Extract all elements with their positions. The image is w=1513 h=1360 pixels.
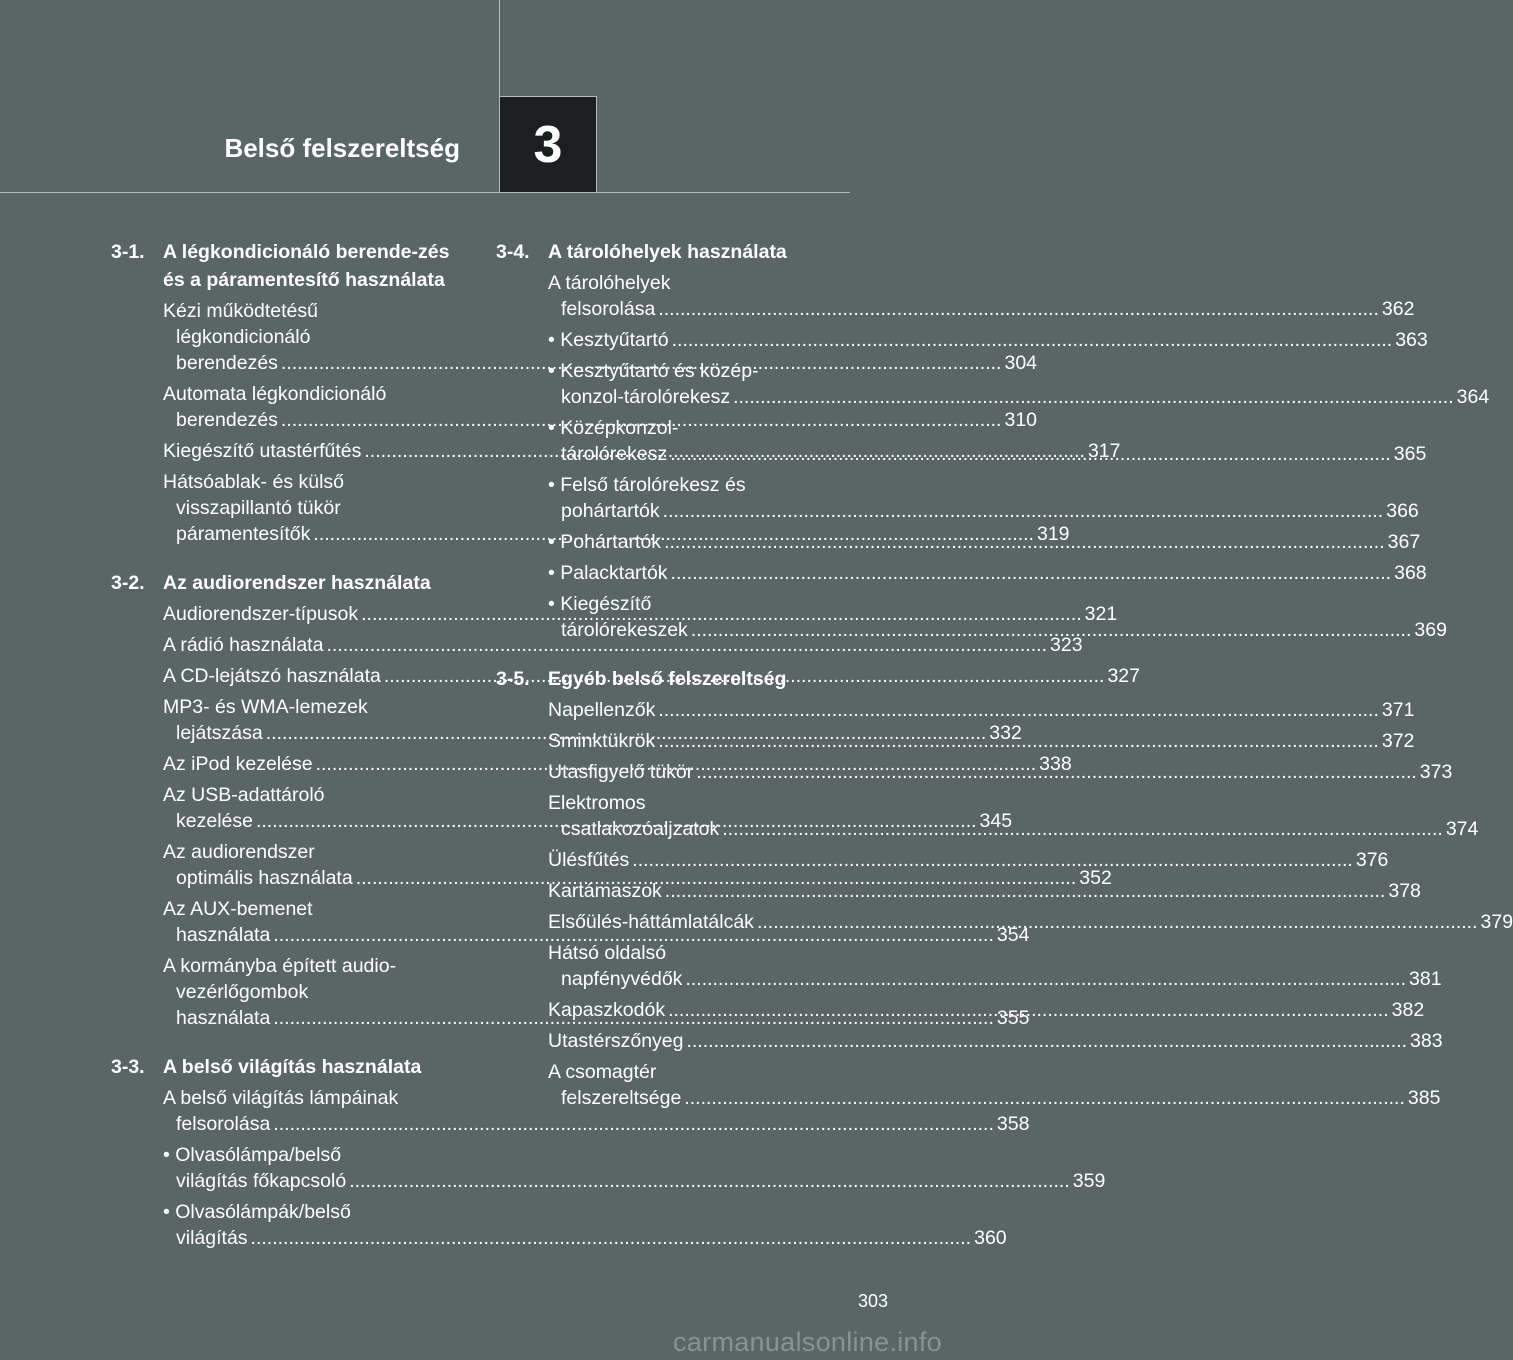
entry-page-number: 304 <box>1004 352 1038 374</box>
entry-text-line: Az audiorendszer <box>163 841 315 863</box>
chapter-title: Belső felszereltség <box>224 133 460 163</box>
entry-last-line <box>163 1111 1030 1137</box>
entry-text: Utastérszőnyeg <box>548 1030 684 1052</box>
toc-entry[interactable] <box>548 1028 1443 1054</box>
entry-page-number: 385 <box>1407 1087 1441 1109</box>
entry-text: páramentesítők <box>176 523 311 545</box>
entry-page-number: 378 <box>1388 880 1421 902</box>
entry-text: A CD-lejátszó használata <box>163 665 381 687</box>
entry-text-line: A kormányba épített audio- <box>163 955 397 977</box>
dot-leader <box>696 759 1417 785</box>
entry-last-line <box>548 1028 1443 1054</box>
entry-page-number: 376 <box>1355 849 1389 871</box>
entry-page-number: 362 <box>1381 298 1415 320</box>
entry-text-line: Kézi működtetésű <box>163 300 319 322</box>
entry-page-number: 367 <box>1387 531 1421 553</box>
watermark: carmanualsonline.info <box>673 1327 942 1357</box>
entry-text: lejátszása <box>176 722 263 744</box>
section-heading <box>111 238 461 294</box>
entry-page-number: 379 <box>1480 911 1513 933</box>
toc-entry[interactable] <box>163 1199 1007 1251</box>
entry-text: kezelése <box>176 810 253 832</box>
toc-entry[interactable] <box>163 1142 1106 1194</box>
entry-page-number: 364 <box>1456 386 1490 408</box>
entry-text: • Pohártartók <box>548 531 662 553</box>
header-horizontal-rule <box>0 192 850 193</box>
entry-page-number: 310 <box>1004 409 1038 431</box>
page-number: 303 <box>858 1291 889 1311</box>
entry-page-number: 317 <box>1087 440 1121 462</box>
toc-entry[interactable] <box>548 697 1415 723</box>
entry-page-number: 382 <box>1391 999 1425 1021</box>
entry-page-number: 319 <box>1036 523 1070 545</box>
entry-page-number: 373 <box>1419 761 1453 783</box>
entry-page-number: 381 <box>1409 968 1442 990</box>
dot-leader <box>349 1170 1070 1192</box>
dot-leader <box>665 878 1386 904</box>
entry-text: Kiegészítő utastérfűtés <box>163 440 362 462</box>
entry-page-number: 365 <box>1393 443 1427 465</box>
section-number: 3-3. <box>111 1056 145 1078</box>
entry-page-number: 363 <box>1395 329 1428 351</box>
dot-leader <box>251 1227 972 1249</box>
entry-text-line: Hátsóablak- és külső <box>163 471 345 493</box>
entry-page-number: 323 <box>1050 634 1083 656</box>
entry-text: optimális használata <box>176 867 353 889</box>
entry-page-number: 368 <box>1394 562 1427 584</box>
entry-text: berendezés <box>176 352 278 374</box>
entry-text: • Palacktartók <box>548 562 668 584</box>
dot-leader <box>685 968 1406 990</box>
entry-page-number: 372 <box>1381 730 1415 752</box>
dot-leader <box>664 529 1385 555</box>
dot-leader <box>663 500 1384 522</box>
entry-page-number: 354 <box>996 924 1030 946</box>
entry-text: világítás főkapcsoló <box>176 1170 347 1192</box>
entry-last-line <box>548 617 1447 643</box>
entry-page-number: 327 <box>1107 665 1140 687</box>
entry-page-number: 345 <box>979 810 1013 832</box>
entry-text: felsorolása <box>561 298 656 320</box>
entry-page-number: 360 <box>974 1227 1007 1249</box>
dot-leader <box>722 818 1443 840</box>
dot-leader <box>686 1028 1407 1054</box>
entry-page-number: 359 <box>1072 1170 1106 1192</box>
section-title: A tárolóhelyek használata <box>548 241 787 263</box>
section-heading <box>496 665 846 693</box>
entry-page-number: 358 <box>996 1113 1030 1135</box>
entry-last-line <box>548 847 1389 873</box>
entry-text: Utasfigyelő tükör <box>548 761 694 783</box>
section-title: A légkondicionáló berende-zés és a páramentesítő használata <box>163 241 450 291</box>
entry-page-number: 332 <box>989 722 1022 744</box>
entry-text: világítás <box>176 1227 248 1249</box>
entry-last-line <box>163 1225 1007 1251</box>
dot-leader <box>658 298 1379 320</box>
entry-page-number: 371 <box>1381 699 1415 721</box>
entry-text-line: vezérlőgombok <box>176 981 309 1003</box>
entry-page-number: 338 <box>1039 753 1072 775</box>
toc-entry[interactable] <box>548 472 1419 524</box>
entry-text: felsorolása <box>176 1113 271 1135</box>
entry-last-line <box>163 632 1083 658</box>
entry-text: Sminktükrök <box>548 730 656 752</box>
entry-text-line: Automata légkondicionáló <box>163 383 387 405</box>
dot-leader <box>733 386 1454 408</box>
entry-last-line <box>548 296 1415 322</box>
entry-text: tárolórekesz <box>561 443 668 465</box>
entry-text-line: Az AUX-bemenet <box>163 898 313 920</box>
entry-text: napfényvédők <box>561 968 683 990</box>
entry-page-number: 383 <box>1410 1030 1443 1052</box>
entry-text-line: • Kesztyűtartó és közép- <box>548 360 759 382</box>
dot-leader <box>632 847 1353 873</box>
entry-text: berendezés <box>176 409 278 431</box>
entry-text-line: • Kiegészítő <box>548 593 652 615</box>
entry-last-line <box>548 697 1415 723</box>
entry-last-line <box>548 1085 1441 1111</box>
entry-last-line <box>548 384 1490 410</box>
section-heading <box>111 569 461 597</box>
entry-text: használata <box>176 924 271 946</box>
dot-leader <box>691 619 1412 641</box>
entry-text: Kartámaszok <box>548 880 662 902</box>
dot-leader <box>684 1087 1405 1109</box>
entry-last-line <box>548 560 1427 586</box>
entry-text: Elsőülés-háttámlatálcák <box>548 911 754 933</box>
section-number: 3-2. <box>111 572 145 594</box>
entry-text-line: • Középkonzol- <box>548 417 679 439</box>
entry-page-number: 321 <box>1084 603 1118 625</box>
entry-last-line <box>548 498 1419 524</box>
section-number: 3-1. <box>111 241 145 263</box>
section-title: Egyéb belső felszereltség <box>548 668 787 690</box>
entry-text: A rádió használata <box>163 634 324 656</box>
entry-text-line: A belső világítás lámpáinak <box>163 1087 399 1109</box>
dot-leader <box>668 997 1389 1023</box>
entry-text-line: • Olvasólámpa/belső <box>163 1144 342 1166</box>
dot-leader <box>757 909 1478 935</box>
entry-text-line: Az USB-adattároló <box>163 784 325 806</box>
section-title: Az audiorendszer használata <box>163 572 431 594</box>
toc-entry[interactable] <box>548 327 1428 353</box>
entry-text: tárolórekeszek <box>561 619 688 641</box>
toc-entry[interactable] <box>548 560 1427 586</box>
entry-text-line: visszapillantó tükör <box>176 497 341 519</box>
entry-text: felszereltsége <box>561 1087 682 1109</box>
toc-entry[interactable] <box>163 632 1083 658</box>
entry-text-line: A tárolóhelyek <box>548 272 671 294</box>
entry-text: csatlakozóaljzatok <box>561 818 720 840</box>
section-heading <box>111 1053 461 1081</box>
entry-text-line: Elektromos <box>548 792 646 814</box>
toc-entry[interactable] <box>548 1059 1441 1111</box>
entry-last-line <box>548 327 1428 353</box>
dot-leader <box>670 443 1391 465</box>
entry-text-line: légkondicionáló <box>176 326 311 348</box>
section-title: A belső világítás használata <box>163 1056 422 1078</box>
entry-text: konzol-tárolórekesz <box>561 386 731 408</box>
entry-text-line: • Olvasólámpák/belső <box>163 1201 351 1223</box>
dot-leader <box>658 697 1379 723</box>
toc-entry[interactable] <box>548 270 1415 322</box>
entry-last-line <box>548 966 1442 992</box>
section-number: 3-5. <box>496 668 530 690</box>
entry-text: Az iPod kezelése <box>163 753 313 775</box>
entry-text: Kapaszkodók <box>548 999 666 1021</box>
entry-text-line: • Felső tárolórekesz és <box>548 474 746 496</box>
dot-leader <box>672 327 1393 353</box>
toc-entry[interactable] <box>548 847 1389 873</box>
section-number: 3-4. <box>496 241 530 263</box>
entry-text: Ülésfűtés <box>548 849 630 871</box>
entry-page-number: 366 <box>1386 500 1419 522</box>
toc-entry[interactable] <box>548 940 1442 992</box>
chapter-number-tab: 3 <box>499 96 597 193</box>
entry-page-number: 369 <box>1414 619 1447 641</box>
entry-page-number: 355 <box>996 1007 1030 1029</box>
dot-leader <box>658 728 1379 754</box>
entry-text-line: Hátsó oldalsó <box>548 942 667 964</box>
entry-page-number: 352 <box>1079 867 1112 889</box>
entry-text: használata <box>176 1007 271 1029</box>
entry-text: • Kesztyűtartó <box>548 329 669 351</box>
entry-text-line: A csomagtér <box>548 1061 657 1083</box>
entry-page-number: 374 <box>1445 818 1479 840</box>
entry-text: Audiorendszer-típusok <box>163 603 359 625</box>
entry-last-line <box>163 1168 1106 1194</box>
section-heading <box>496 238 846 266</box>
entry-text: pohártartók <box>561 500 660 522</box>
entry-text-line: MP3- és WMA-lemezek <box>163 696 368 718</box>
entry-text: Napellenzők <box>548 699 656 721</box>
dot-leader <box>671 560 1392 586</box>
